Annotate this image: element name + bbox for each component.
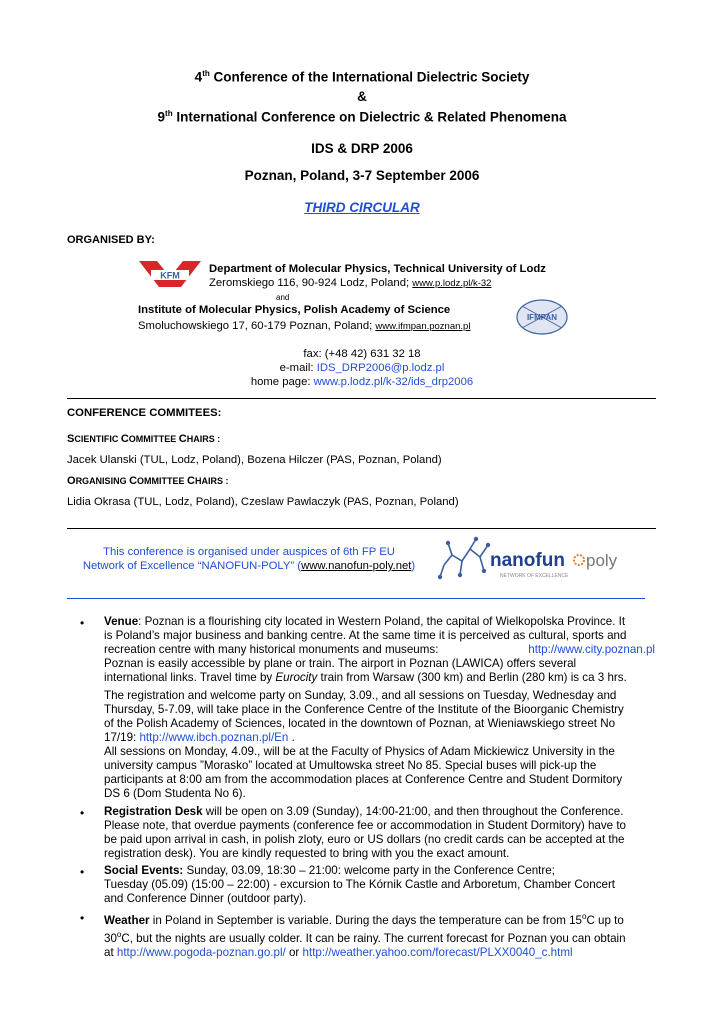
bullet-icon: • [80, 865, 85, 879]
organised-by-label: ORGANISED BY: [67, 234, 155, 246]
logo-word-poly: poly [586, 551, 618, 570]
logo-word-nanofun: nanofun [490, 550, 565, 571]
ifm-logo [514, 298, 570, 336]
conference-acronym: IDS & DRP 2006 [311, 141, 413, 156]
fax: fax: (+48 42) 631 32 18 [303, 348, 421, 360]
blue-divider [67, 598, 645, 599]
email-link[interactable]: IDS_DRP2006@p.lodz.pl [316, 362, 445, 374]
title-line-1: 4th Conference of the International Dielectric Society [194, 69, 530, 85]
ifm-logo-text: IFMPAN [526, 313, 558, 322]
bullet-icon: • [80, 806, 85, 820]
auspices-line-1: This conference is organised under auspices of 6th FP EU [103, 546, 395, 558]
nanofun-poly-logo [438, 535, 628, 585]
home-page-link[interactable]: www.p.lodz.pl/k-32/ids_drp2006 [313, 376, 474, 388]
city-poznan-link[interactable]: http://www.city.poznan.pl [528, 643, 655, 656]
registration-desk-paragraph: Registration Desk will be open on 3.09 (Sunday), 14:00-21:00, and then throughout the Conference. Please note, that overdue payments (conference fee or accommodation in Student Dormitory) have to be paid upon arrival in cash, in polish zloty, euro or US dollars (no credit cards can be accepted at the registration desk). You are kindly requested to bring with you the exact amount. [104, 805, 627, 860]
kfm-logo [137, 257, 203, 291]
third-circular-link[interactable]: THIRD CIRCULAR [304, 200, 420, 215]
nanofun-url-link[interactable]: www.nanofun-poly.net [301, 560, 412, 572]
bullet-icon: • [80, 616, 85, 630]
org-committee-heading: ORGANISING COMMITTEE CHAIRS : [67, 475, 229, 487]
title-ampersand: & [357, 89, 367, 104]
divider [67, 528, 656, 529]
yahoo-weather-link[interactable]: http://weather.yahoo.com/forecast/PLXX0040_c.html [302, 945, 573, 959]
divider [67, 398, 656, 399]
venue-registration-paragraph: The registration and welcome party on Sunday, 3.09., and all sessions on Tuesday, Wednesday and Thursday, 5-7.09, will take place in the Conference Centre of the Institute of the Bioorganic Chemistry of the Polish Academy of Sciences, located in the downtown of Poznan, at Wieniawskiego street No 17/19: http://www.ibch.poznan.pl/En . All sessions on Monday, 4.09., will be at the Faculty of Physics of Adam Mickiewicz University in the university campus ”Morasko” located at Umultowska street No 85. Special buses will pick-up the participants at 8:00 am from the accommodation places at Conference Centre and Student Dormitory DS 6 (Dom Studenta No 6). [104, 689, 624, 800]
ibch-link[interactable]: http://www.ibch.poznan.pl/En [139, 731, 289, 744]
auspices-line-2: Network of Excellence “NANOFUN-POLY” (www.nanofun-poly.net) [82, 560, 416, 572]
place-date: Poznan, Poland, 3-7 September 2006 [244, 168, 480, 183]
inst-name: Institute of Molecular Physics, Polish Academy of Science [138, 304, 451, 316]
weather-paragraph: Weather in Poland in September is variable. During the days the temperature can be from 15$^o$C up to 30$^o$C, but the nights are usually colder. It can be rainy. The current forecast for Poznan you can obtain at http://www.pogoda-poznan.go.pl/ or http://weather.yahoo.com/forecast/PLXX0040_c.html [104, 912, 626, 959]
logo-tagline: NETWORK OF EXCELLENCE [500, 573, 569, 579]
inst-url-link[interactable]: www.ifmpan.poznan.pl [375, 321, 471, 332]
inst-address: Smoluchowskiego 17, 60-179 Poznan, Poland; www.ifmpan.poznan.pl [138, 320, 471, 332]
logo-ring-icon [574, 555, 584, 565]
dept-url-link[interactable]: www.p.lodz.pl/k-32 [412, 278, 492, 289]
bullet-icon: • [80, 911, 85, 925]
title-line-3: 9th International Conference on Dielectric & Related Phenomena [157, 109, 567, 125]
email-line: e-mail: IDS_DRP2006@p.lodz.pl [279, 362, 445, 374]
org-committee-members: Lidia Okrasa (TUL, Lodz, Poland), Czeslaw Pawlaczyk (PAS, Poznan, Poland) [67, 496, 459, 508]
committees-title: CONFERENCE COMMITEES: [67, 407, 222, 419]
and-text: and [276, 293, 290, 302]
home-page-line: home page: www.p.lodz.pl/k-32/ids_drp2006 [250, 376, 474, 388]
venue-paragraph: Venue: Poznan is a flourishing city located in Western Poland, the capital of Wielkopolska Province. It is Poland’s major business and banking centre. At the same time it is perceived as cultural, sports and recreation centre with many historical monuments and museums: http://www.city.poznan.pl Poznan is easily accessible by plane or train. The airport in Poznan (LAWICA) offers several international links. Travel time by Eurocity train from Warsaw (300 km) and Berlin (280 km) is ca 3 hrs. [104, 615, 655, 684]
sci-committee-members: Jacek Ulanski (TUL, Lodz, Poland), Bozena Hilczer (PAS, Poznan, Poland) [67, 454, 442, 466]
sci-committee-heading: SCIENTIFIC COMMITTEE CHAIRS : [67, 433, 221, 445]
social-events-paragraph: Social Events: Sunday, 03.09, 18:30 – 21:00: welcome party in the Conference Centre; Tuesday (05.09) (15:00 – 22:00) - excursion to The Kórnik Castle and Arboretum, Chamber Concert and Conference Dinner (outdoor party). [104, 864, 616, 905]
dept-address: Zeromskiego 116, 90-924 Lodz, Poland; www.p.lodz.pl/k-32 [209, 277, 492, 289]
kfm-logo-text: KFM [160, 270, 180, 281]
pogoda-link[interactable]: http://www.pogoda-poznan.go.pl/ [116, 945, 286, 959]
dept-name: Department of Molecular Physics, Technical University of Lodz [209, 263, 546, 275]
